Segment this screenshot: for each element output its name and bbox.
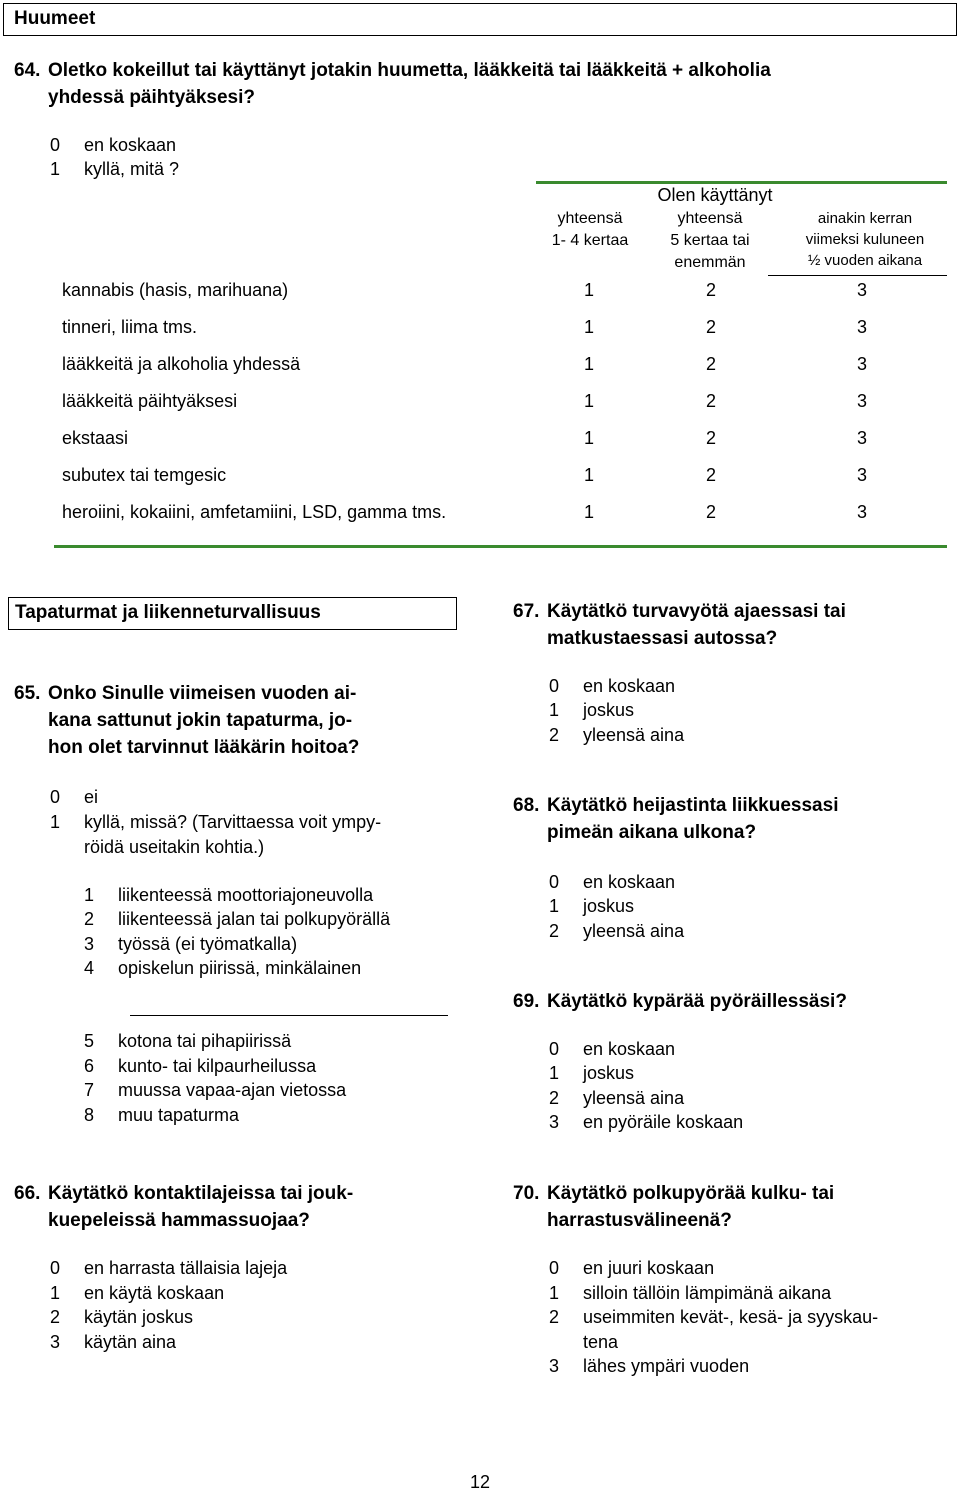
choice-3[interactable]: 3 bbox=[856, 391, 867, 411]
choice-2[interactable]: 2 bbox=[705, 465, 716, 485]
option-label: kyllä, mitä ? bbox=[84, 159, 180, 179]
column-header-1 bbox=[535, 208, 645, 252]
choice-2[interactable]: 2 bbox=[705, 354, 716, 374]
option-label: joskus bbox=[583, 700, 635, 720]
question-text-line: kuepeleissä hammassuojaa? bbox=[48, 1210, 310, 1231]
option-code: 8 bbox=[84, 1105, 95, 1125]
choice-3[interactable]: 3 bbox=[856, 428, 867, 448]
option-label: en koskaan bbox=[583, 676, 676, 696]
option-code: 3 bbox=[549, 1356, 560, 1376]
option-code: 4 bbox=[84, 958, 95, 978]
option-continuation: tena bbox=[583, 1332, 619, 1352]
question-text-line: Onko Sinulle viimeisen vuoden ai- bbox=[48, 683, 357, 704]
answer-option[interactable] bbox=[50, 133, 176, 158]
answer-option[interactable] bbox=[549, 870, 675, 895]
section-header-tapaturmat bbox=[8, 597, 457, 630]
column-header-line: ½ vuoden aikana bbox=[807, 252, 923, 269]
option-label: en pyöräile koskaan bbox=[583, 1112, 744, 1132]
option-label: kotona tai pihapiirissä bbox=[118, 1031, 292, 1051]
question-text-line: Oletko kokeillut tai käyttänyt jotakin huumetta, lääkkeitä tai lääkkeitä + alkoholia bbox=[48, 60, 771, 81]
choice-2[interactable]: 2 bbox=[705, 317, 716, 337]
sub-option[interactable] bbox=[84, 1054, 316, 1079]
answer-option[interactable] bbox=[549, 1061, 634, 1086]
option-label: kunto- tai kilpaurheilussa bbox=[118, 1056, 317, 1076]
option-code: 0 bbox=[50, 787, 61, 807]
page-number: 12 bbox=[469, 1472, 491, 1492]
column-header-line: enemmän bbox=[674, 254, 746, 271]
option-label: ei bbox=[84, 787, 99, 807]
answer-option[interactable] bbox=[549, 698, 634, 723]
sub-option[interactable] bbox=[84, 1103, 239, 1128]
question-number: 70. bbox=[513, 1183, 540, 1204]
option-label: käytän joskus bbox=[84, 1307, 194, 1327]
answer-option[interactable] bbox=[50, 1256, 287, 1281]
option-label: liikenteessä moottoriajoneuvolla bbox=[118, 885, 374, 905]
option-code: 1 bbox=[549, 1063, 560, 1083]
answer-option[interactable] bbox=[549, 894, 634, 919]
row-label: ekstaasi bbox=[62, 428, 129, 448]
answer-option[interactable] bbox=[50, 810, 381, 835]
question-text-line: kana sattunut jokin tapaturma, jo- bbox=[48, 710, 353, 731]
choice-3[interactable]: 3 bbox=[856, 465, 867, 485]
column-header-line: 1- 4 kertaa bbox=[551, 232, 629, 249]
option-code: 2 bbox=[549, 1088, 560, 1108]
question-64 bbox=[14, 57, 944, 113]
table-top-rule bbox=[536, 181, 947, 184]
column-header-line: 5 kertaa tai bbox=[670, 232, 750, 249]
question-number: 64. bbox=[14, 60, 41, 81]
choice-2[interactable]: 2 bbox=[705, 428, 716, 448]
row-label: lääkkeitä päihtyäksesi bbox=[62, 391, 238, 411]
choice-1[interactable]: 1 bbox=[583, 354, 594, 374]
question-number: 66. bbox=[14, 1183, 41, 1204]
choice-1[interactable]: 1 bbox=[583, 391, 594, 411]
option-code: 0 bbox=[50, 135, 61, 155]
choice-3[interactable]: 3 bbox=[856, 317, 867, 337]
question-text-line: harrastusvälineenä? bbox=[547, 1210, 732, 1231]
row-label: subutex tai temgesic bbox=[62, 465, 227, 485]
option-code: 2 bbox=[549, 921, 560, 941]
question-66 bbox=[14, 1180, 454, 1236]
column-header-line: ainakin kerran bbox=[817, 210, 913, 227]
row-label: tinneri, liima tms. bbox=[62, 317, 198, 337]
option-label: muussa vapaa-ajan vietossa bbox=[118, 1080, 347, 1100]
row-label: heroiini, kokaiini, amfetamiini, LSD, gamma tms. bbox=[62, 502, 447, 522]
question-text-line: pimeän aikana ulkona? bbox=[547, 822, 757, 843]
answer-option[interactable] bbox=[549, 919, 684, 944]
sub-option[interactable] bbox=[84, 932, 297, 957]
option-code: 2 bbox=[84, 909, 95, 929]
option-code: 1 bbox=[50, 159, 61, 179]
answer-option[interactable] bbox=[549, 1256, 714, 1281]
option-code: 0 bbox=[549, 1039, 560, 1059]
option-label: yleensä aina bbox=[583, 921, 685, 941]
option-label: en koskaan bbox=[583, 1039, 676, 1059]
option-code: 0 bbox=[549, 872, 560, 892]
question-text-line: yhdessä päihtyäksesi? bbox=[48, 87, 255, 108]
option-label: en koskaan bbox=[583, 872, 676, 892]
choice-2[interactable]: 2 bbox=[705, 280, 716, 300]
question-text-line: hon olet tarvinnut lääkärin hoitoa? bbox=[48, 737, 360, 758]
option-code: 0 bbox=[549, 676, 560, 696]
sub-option[interactable] bbox=[84, 907, 390, 932]
option-label: yleensä aina bbox=[583, 1088, 685, 1108]
sub-option[interactable] bbox=[84, 956, 361, 981]
table-row bbox=[62, 317, 892, 339]
option-code: 2 bbox=[549, 1307, 560, 1327]
option-code: 1 bbox=[549, 700, 560, 720]
option-label: en käytä koskaan bbox=[84, 1283, 225, 1303]
option-label: silloin tällöin lämpimänä aikana bbox=[583, 1283, 832, 1303]
question-text-line: Käytätkö turvavyötä ajaessasi tai bbox=[547, 601, 846, 622]
row-label: kannabis (hasis, marihuana) bbox=[62, 280, 289, 300]
table-bottom-rule bbox=[54, 545, 947, 548]
option-label: en harrasta tällaisia lajeja bbox=[84, 1258, 288, 1278]
column-header-line: yhteensä bbox=[677, 210, 743, 227]
option-label: käytän aina bbox=[84, 1332, 177, 1352]
section-title: Huumeet bbox=[14, 8, 96, 29]
answer-option[interactable] bbox=[50, 1305, 193, 1330]
question-70 bbox=[513, 1180, 953, 1236]
question-text-line: Käytätkö heijastinta liikkuessasi bbox=[547, 795, 839, 816]
table-row bbox=[62, 354, 892, 376]
option-label: kyllä, missä? (Tarvittaessa voit ympy- bbox=[84, 812, 382, 832]
option-label: muu tapaturma bbox=[118, 1105, 240, 1125]
question-text-line: matkustaessasi autossa? bbox=[547, 628, 778, 649]
column-header-line: viimeksi kuluneen bbox=[805, 231, 925, 248]
choice-2[interactable]: 2 bbox=[705, 502, 716, 522]
table-row bbox=[62, 280, 892, 302]
table-row bbox=[62, 465, 892, 487]
option-label: en koskaan bbox=[84, 135, 177, 155]
option-continuation: röidä useitakin kohtia.) bbox=[84, 837, 265, 857]
sub-option[interactable] bbox=[84, 1029, 291, 1054]
group-header: Olen käyttänyt bbox=[657, 185, 773, 205]
option-code: 3 bbox=[549, 1112, 560, 1132]
table-row bbox=[62, 428, 892, 450]
option-label: useimmiten kevät-, kesä- ja syyskau- bbox=[583, 1307, 879, 1327]
choice-3[interactable]: 3 bbox=[856, 502, 867, 522]
option-code: 1 bbox=[50, 812, 61, 832]
option-code: 3 bbox=[50, 1332, 61, 1352]
section-header-huumeet bbox=[3, 3, 957, 36]
option-code: 7 bbox=[84, 1080, 95, 1100]
sub-option[interactable] bbox=[84, 1078, 346, 1103]
column-header-2 bbox=[655, 208, 765, 274]
answer-option[interactable] bbox=[549, 723, 684, 748]
question-number: 69. bbox=[513, 991, 540, 1012]
option-code: 0 bbox=[50, 1258, 61, 1278]
choice-1[interactable]: 1 bbox=[583, 428, 594, 448]
question-number: 67. bbox=[513, 601, 540, 622]
option-label: opiskelun piirissä, minkälainen bbox=[118, 958, 362, 978]
question-number: 68. bbox=[513, 795, 540, 816]
answer-option[interactable] bbox=[50, 785, 98, 810]
question-67 bbox=[513, 598, 953, 654]
choice-1[interactable]: 1 bbox=[583, 502, 594, 522]
table-header-rule bbox=[768, 275, 947, 276]
option-label: joskus bbox=[583, 896, 635, 916]
option-label: lähes ympäri vuoden bbox=[583, 1356, 750, 1376]
choice-3[interactable]: 3 bbox=[856, 280, 867, 300]
question-69 bbox=[513, 988, 953, 1016]
option-label: joskus bbox=[583, 1063, 635, 1083]
answer-option[interactable] bbox=[549, 1110, 743, 1135]
option-code: 2 bbox=[50, 1307, 61, 1327]
option-code: 6 bbox=[84, 1056, 95, 1076]
question-text-line: Käytätkö polkupyörää kulku- tai bbox=[547, 1183, 835, 1204]
answer-option[interactable] bbox=[549, 1354, 749, 1379]
question-68 bbox=[513, 792, 953, 848]
answer-option[interactable] bbox=[549, 1305, 878, 1330]
answer-option[interactable] bbox=[50, 157, 179, 182]
sub-option[interactable] bbox=[84, 883, 373, 908]
answer-option[interactable] bbox=[549, 1281, 831, 1306]
question-text-line: Käytätkö kontaktilajeissa tai jouk- bbox=[48, 1183, 354, 1204]
section-title: Tapaturmat ja liikenneturvallisuus bbox=[15, 602, 321, 623]
answer-option[interactable] bbox=[50, 1281, 224, 1306]
question-number: 65. bbox=[14, 683, 41, 704]
column-header-line: yhteensä bbox=[557, 210, 623, 227]
table-row bbox=[62, 502, 892, 524]
row-label: lääkkeitä ja alkoholia yhdessä bbox=[62, 354, 301, 374]
answer-option[interactable] bbox=[549, 1037, 675, 1062]
option-label: liikenteessä jalan tai polkupyörällä bbox=[118, 909, 391, 929]
option-label: en juuri koskaan bbox=[583, 1258, 715, 1278]
option-code: 5 bbox=[84, 1031, 95, 1051]
write-in-line[interactable] bbox=[130, 1015, 448, 1016]
choice-2[interactable]: 2 bbox=[705, 391, 716, 411]
option-label: yleensä aina bbox=[583, 725, 685, 745]
option-code: 0 bbox=[549, 1258, 560, 1278]
option-code: 2 bbox=[549, 725, 560, 745]
option-code: 1 bbox=[84, 885, 95, 905]
table-row bbox=[62, 391, 892, 413]
question-65 bbox=[14, 680, 454, 762]
question-text-line: Käytätkö kypärää pyöräillessäsi? bbox=[547, 991, 847, 1012]
choice-1[interactable]: 1 bbox=[583, 317, 594, 337]
option-code: 3 bbox=[84, 934, 95, 954]
column-header-3 bbox=[785, 208, 945, 271]
choice-3[interactable]: 3 bbox=[856, 354, 867, 374]
choice-1[interactable]: 1 bbox=[583, 465, 594, 485]
answer-option[interactable] bbox=[50, 1330, 176, 1355]
option-code: 1 bbox=[549, 1283, 560, 1303]
option-code: 1 bbox=[549, 896, 560, 916]
option-code: 1 bbox=[50, 1283, 61, 1303]
answer-option[interactable] bbox=[549, 1086, 684, 1111]
option-label: työssä (ei työmatkalla) bbox=[118, 934, 298, 954]
answer-option[interactable] bbox=[549, 674, 675, 699]
choice-1[interactable]: 1 bbox=[583, 280, 594, 300]
